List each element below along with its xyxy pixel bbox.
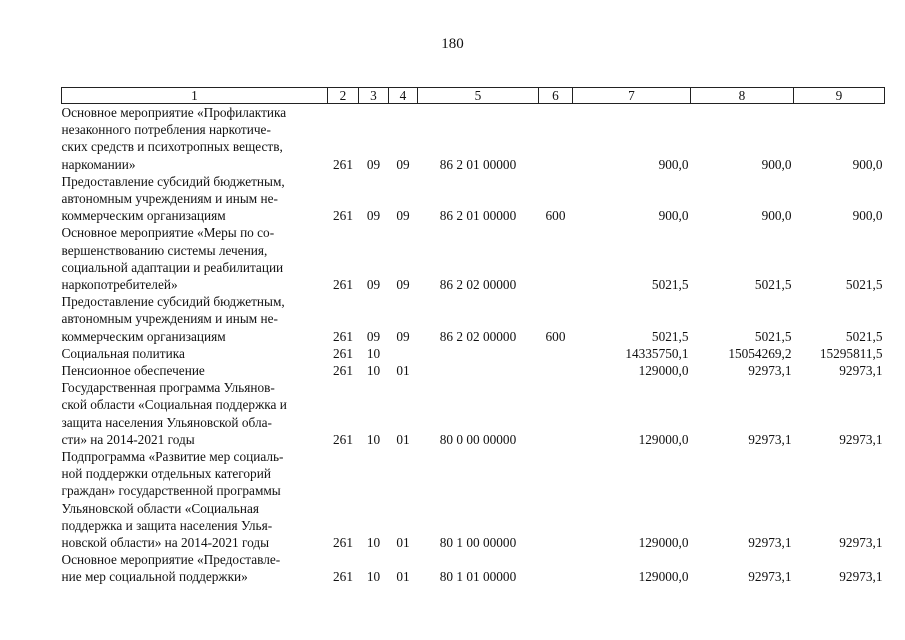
ministry-code: 261 [333, 345, 353, 361]
column-header: 5 [418, 88, 539, 104]
amount-year-3: 92973,1 [839, 569, 883, 585]
table-row [62, 104, 885, 173]
amount-year-3: 5021,5 [845, 277, 883, 293]
target-article-code: 86 2 01 00000 [439, 156, 517, 172]
expense-type-code [539, 551, 573, 585]
description-line: сти» на 2014-2021 годы [61, 431, 195, 447]
ministry-code: 261 [333, 277, 353, 293]
description-line: Основное мероприятие «Меры по со- [61, 225, 275, 241]
description-line: Подпрограмма «Развитие мер социаль- [61, 449, 284, 465]
target-article-code [418, 362, 539, 379]
description-line: незаконного потребления наркотиче- [61, 122, 271, 138]
amount-year-3: 15295811,5 [819, 345, 883, 361]
description-line: Основное мероприятие «Профилактика [61, 105, 287, 120]
description-line: наркомании» [61, 156, 136, 172]
description-line: вершенствованию системы лечения, [61, 242, 268, 258]
table-row [62, 173, 885, 225]
section-code: 10 [366, 535, 381, 551]
section-code: 10 [366, 569, 381, 585]
target-article-code: 86 2 02 00000 [439, 277, 517, 293]
description-line: Государственная программа Ульянов- [61, 380, 275, 396]
row-description [62, 224, 328, 293]
subsection-code: 01 [396, 569, 410, 585]
page-number: 180 [441, 36, 464, 52]
description-line: ние мер социальной поддержки» [61, 569, 248, 585]
amount-year-1: 129000,0 [638, 431, 689, 447]
description-line: коммерческим организациям [61, 208, 226, 224]
amount-year-1: 900,0 [658, 208, 689, 224]
amount-year-1: 5021,5 [651, 328, 689, 344]
description-line: ской области «Социальная поддержка и [61, 397, 287, 413]
column-header: 3 [359, 88, 389, 104]
table-row [62, 448, 885, 551]
ministry-code: 261 [333, 569, 353, 585]
table-row [62, 224, 885, 293]
amount-year-1: 14335750,1 [625, 345, 689, 361]
expense-type-code [539, 224, 573, 293]
description-line: ной поддержки отдельных категорий [61, 466, 271, 482]
row-description [62, 551, 328, 585]
table-row [62, 362, 885, 379]
expense-type-code [539, 345, 573, 362]
amount-year-3: 900,0 [852, 208, 883, 224]
ministry-code: 261 [333, 156, 353, 172]
subsection-code: 09 [396, 208, 410, 224]
target-article-code: 80 0 00 00000 [439, 431, 517, 447]
subsection-code: 09 [396, 277, 410, 293]
amount-year-2: 5021,5 [754, 328, 792, 344]
section-code: 09 [366, 156, 381, 172]
description-line: Предоставление субсидий бюджетным, [61, 294, 285, 310]
column-header: 1 [62, 88, 328, 104]
section-code: 10 [366, 363, 381, 379]
expense-type-code: 600 [545, 208, 566, 224]
amount-year-3: 5021,5 [845, 328, 883, 344]
row-description [62, 379, 328, 448]
row-description [62, 293, 328, 345]
target-article-code: 86 2 01 00000 [439, 208, 517, 224]
section-code: 09 [366, 277, 381, 293]
section-code: 09 [366, 208, 381, 224]
expense-type-code: 600 [545, 328, 566, 344]
amount-year-1: 129000,0 [638, 569, 689, 585]
expense-type-code [539, 362, 573, 379]
column-header: 4 [389, 88, 418, 104]
table-row [62, 551, 885, 585]
amount-year-1: 129000,0 [638, 363, 689, 379]
column-header: 7 [573, 88, 691, 104]
amount-year-2: 15054269,2 [728, 345, 792, 361]
description-line: коммерческим организациям [61, 328, 226, 344]
amount-year-1: 5021,5 [651, 277, 689, 293]
target-article-code: 86 2 02 00000 [439, 328, 517, 344]
expense-type-code [539, 104, 573, 173]
description-line: ских средств и психотропных веществ, [61, 139, 283, 155]
row-description [62, 362, 328, 379]
column-header: 6 [539, 88, 573, 104]
description-line: граждан» государственной программы [61, 483, 281, 499]
row-description [62, 173, 328, 225]
amount-year-2: 900,0 [761, 156, 792, 172]
ministry-code: 261 [333, 431, 353, 447]
amount-year-2: 92973,1 [748, 363, 792, 379]
section-code: 10 [366, 345, 381, 361]
amount-year-2: 900,0 [761, 208, 792, 224]
row-description [62, 104, 328, 173]
target-article-code: 80 1 01 00000 [439, 569, 517, 585]
subsection-code: 01 [396, 535, 410, 551]
row-description [62, 345, 328, 362]
description-line: Основное мероприятие «Предоставле- [61, 552, 281, 568]
target-article-code: 80 1 00 00000 [439, 535, 517, 551]
description-line: Ульяновской области «Социальная [61, 500, 259, 516]
amount-year-1: 129000,0 [638, 535, 689, 551]
table-header-row [62, 88, 885, 104]
description-line: Пенсионное обеспечение [61, 363, 205, 379]
ministry-code: 261 [333, 208, 353, 224]
expense-type-code [539, 379, 573, 448]
column-header: 8 [691, 88, 794, 104]
row-description [62, 448, 328, 551]
description-line: автономным учреждениям и иным не- [61, 191, 278, 207]
description-line: поддержка и защита населения Улья- [61, 517, 273, 533]
subsection-code: 09 [396, 328, 410, 344]
amount-year-3: 900,0 [852, 156, 883, 172]
description-line: Предоставление субсидий бюджетным, [61, 173, 285, 189]
description-line: наркопотребителей» [61, 277, 178, 293]
amount-year-2: 92973,1 [748, 431, 792, 447]
subsection-code: 01 [396, 431, 410, 447]
amount-year-1: 900,0 [658, 156, 689, 172]
description-line: Социальная политика [61, 345, 185, 361]
column-header: 2 [328, 88, 359, 104]
description-line: новской области» на 2014-2021 годы [61, 535, 270, 551]
amount-year-3: 92973,1 [839, 363, 883, 379]
ministry-code: 261 [333, 535, 353, 551]
column-header: 9 [794, 88, 885, 104]
section-code: 09 [366, 328, 381, 344]
table-row [62, 379, 885, 448]
description-line: социальной адаптации и реабилитации [61, 259, 284, 275]
budget-table [61, 87, 885, 586]
amount-year-2: 92973,1 [748, 569, 792, 585]
amount-year-3: 92973,1 [839, 535, 883, 551]
table-row [62, 293, 885, 345]
amount-year-3: 92973,1 [839, 431, 883, 447]
section-code: 10 [366, 431, 381, 447]
table-body [62, 104, 885, 586]
subsection-code: 01 [396, 363, 410, 379]
subsection-code [389, 345, 418, 362]
ministry-code: 261 [333, 363, 353, 379]
description-line: защита населения Ульяновской обла- [61, 414, 272, 430]
ministry-code: 261 [333, 328, 353, 344]
target-article-code [418, 345, 539, 362]
subsection-code: 09 [396, 156, 410, 172]
expense-type-code [539, 448, 573, 551]
description-line: автономным учреждениям и иным не- [61, 311, 278, 327]
table-row [62, 345, 885, 362]
amount-year-2: 92973,1 [748, 535, 792, 551]
amount-year-2: 5021,5 [754, 277, 792, 293]
